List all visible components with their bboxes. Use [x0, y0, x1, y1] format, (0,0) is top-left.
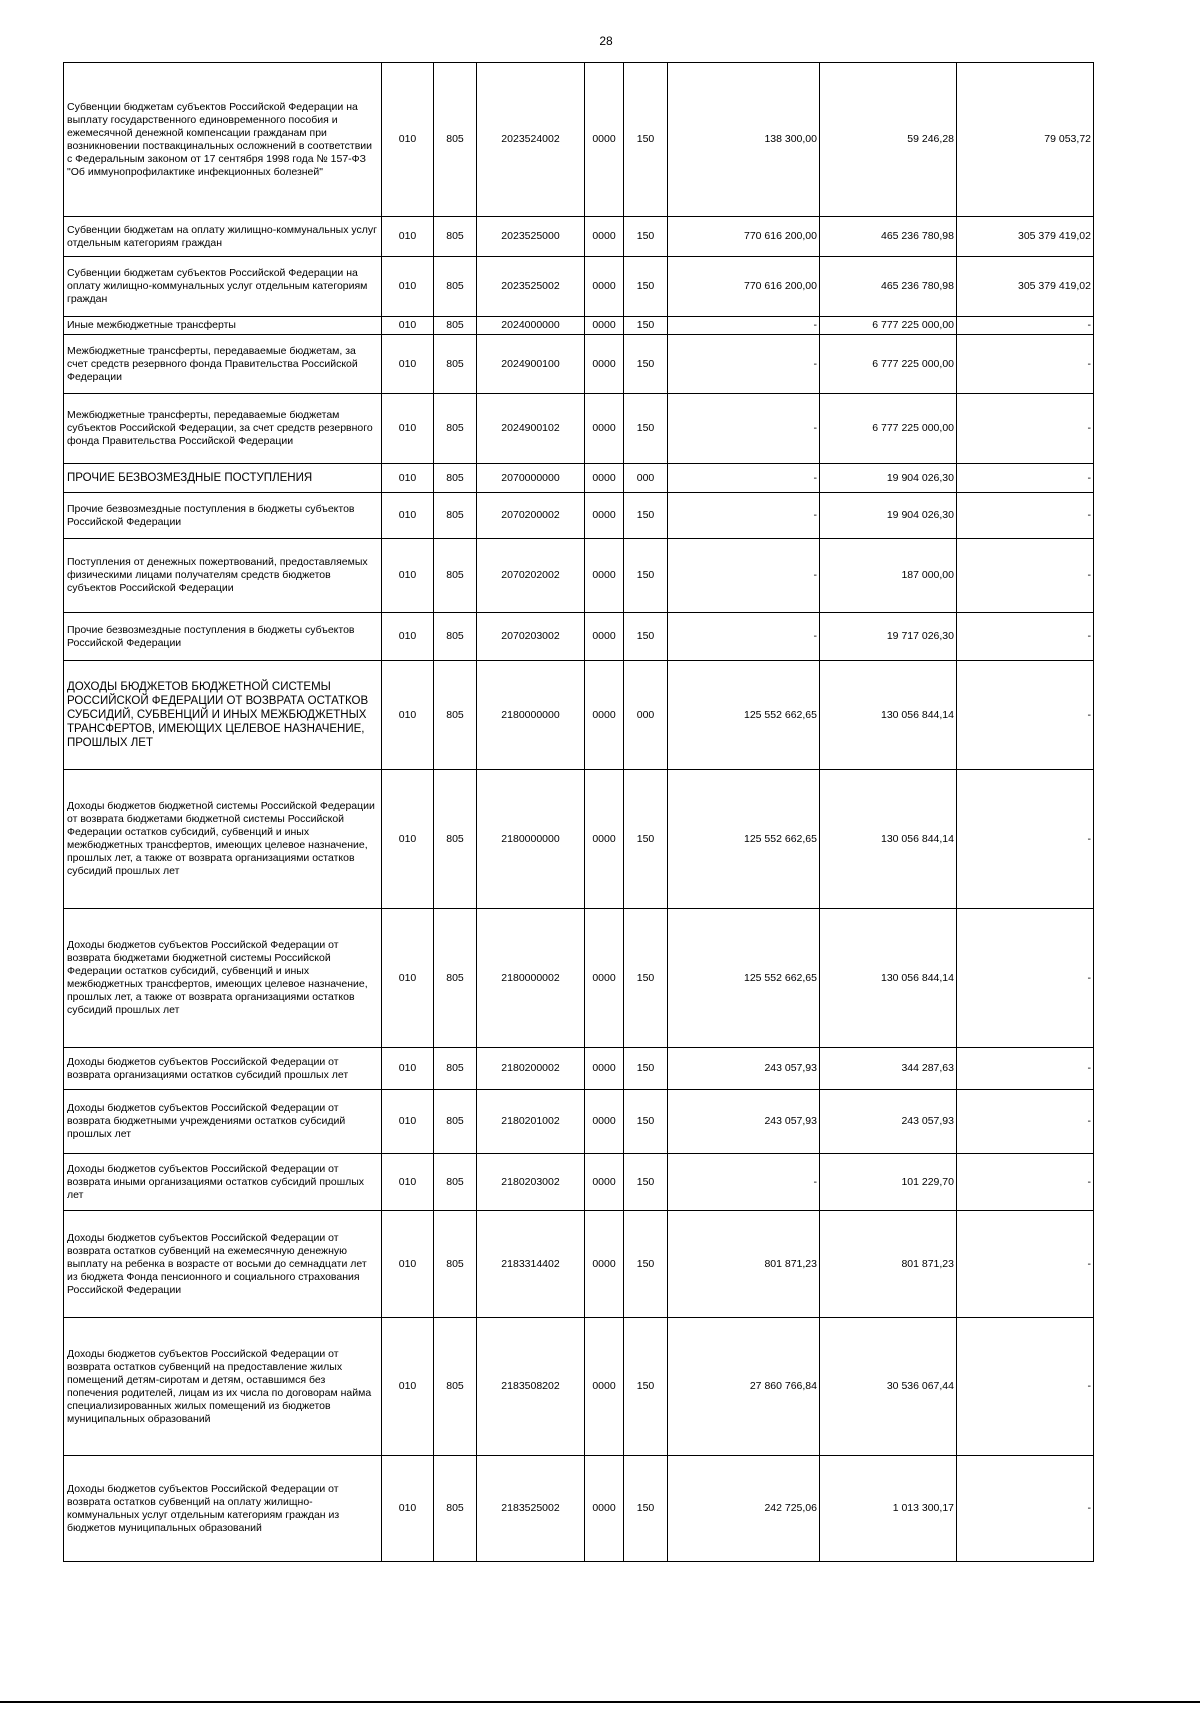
table-row: [64, 493, 1094, 539]
code-column-5: 150: [624, 1318, 668, 1456]
fact-amount: 30 536 067,44: [820, 1318, 957, 1456]
code-column-2: 805: [434, 1154, 477, 1211]
code-column-4: 0000: [585, 317, 624, 335]
code-column-4: 0000: [585, 770, 624, 909]
code-column-5: 150: [624, 493, 668, 539]
table-row: [64, 1048, 1094, 1090]
code-column-4: 0000: [585, 1154, 624, 1211]
row-name: Доходы бюджетов субъектов Российской Федерации от возврата организациями остатков субсидий прошлых лет: [64, 1048, 382, 1090]
code-column-1: 010: [382, 217, 434, 257]
row-name: Доходы бюджетов субъектов Российской Федерации от возврата остатков субвенций на оплату жилищно-коммунальных услуг отдельным категориям граждан из бюджетов муниципальных образований: [64, 1456, 382, 1562]
fact-amount: 130 056 844,14: [820, 770, 957, 909]
code-column-4: 0000: [585, 1456, 624, 1562]
code-column-5: 150: [624, 613, 668, 661]
remaining-amount: -: [957, 493, 1094, 539]
plan-amount: 801 871,23: [668, 1211, 820, 1318]
fact-amount: 465 236 780,98: [820, 217, 957, 257]
fact-amount: 465 236 780,98: [820, 257, 957, 317]
remaining-amount: -: [957, 1456, 1094, 1562]
code-column-2: 805: [434, 770, 477, 909]
plan-amount: -: [668, 539, 820, 613]
table-row: [64, 63, 1094, 217]
remaining-amount: -: [957, 613, 1094, 661]
fact-amount: 130 056 844,14: [820, 661, 957, 770]
table-row: [64, 909, 1094, 1048]
code-column-3: 2183314402: [477, 1211, 585, 1318]
code-column-2: 805: [434, 335, 477, 394]
code-column-4: 0000: [585, 661, 624, 770]
code-column-2: 805: [434, 613, 477, 661]
code-column-4: 0000: [585, 217, 624, 257]
remaining-amount: -: [957, 1048, 1094, 1090]
table-row: [64, 1090, 1094, 1154]
code-column-1: 010: [382, 394, 434, 464]
table-row: [64, 613, 1094, 661]
code-column-4: 0000: [585, 1318, 624, 1456]
remaining-amount: 79 053,72: [957, 63, 1094, 217]
code-column-1: 010: [382, 317, 434, 335]
code-column-4: 0000: [585, 909, 624, 1048]
code-column-2: 805: [434, 257, 477, 317]
remaining-amount: -: [957, 661, 1094, 770]
code-column-1: 010: [382, 539, 434, 613]
table-row: [64, 335, 1094, 394]
fact-amount: 19 904 026,30: [820, 464, 957, 493]
remaining-amount: -: [957, 464, 1094, 493]
row-name: Доходы бюджетов субъектов Российской Федерации от возврата остатков субвенций на предоставление жилых помещений детям-сиротам и детям, оставшимся без попечения родителей, лицам из их числа по договорам найма специализированных жилых помещений из бюджетов муниципальных образований: [64, 1318, 382, 1456]
code-column-4: 0000: [585, 613, 624, 661]
row-name: Межбюджетные трансферты, передаваемые бюджетам субъектов Российской Федерации, за счет средств резервного фонда Правительства Российской Федерации: [64, 394, 382, 464]
code-column-5: 150: [624, 1211, 668, 1318]
fact-amount: 6 777 225 000,00: [820, 317, 957, 335]
budget-table: [63, 62, 1094, 1562]
code-column-3: 2024000000: [477, 317, 585, 335]
remaining-amount: -: [957, 909, 1094, 1048]
plan-amount: -: [668, 317, 820, 335]
code-column-5: 150: [624, 1090, 668, 1154]
code-column-5: 150: [624, 335, 668, 394]
plan-amount: 125 552 662,65: [668, 770, 820, 909]
code-column-1: 010: [382, 1211, 434, 1318]
plan-amount: 125 552 662,65: [668, 661, 820, 770]
code-column-1: 010: [382, 661, 434, 770]
plan-amount: -: [668, 394, 820, 464]
fact-amount: 6 777 225 000,00: [820, 394, 957, 464]
code-column-2: 805: [434, 909, 477, 1048]
code-column-2: 805: [434, 394, 477, 464]
code-column-2: 805: [434, 493, 477, 539]
fact-amount: 187 000,00: [820, 539, 957, 613]
code-column-5: 000: [624, 661, 668, 770]
row-name: Субвенции бюджетам субъектов Российской Федерации на оплату жилищно-коммунальных услуг отдельным категориям граждан: [64, 257, 382, 317]
code-column-3: 2070200002: [477, 493, 585, 539]
code-column-2: 805: [434, 217, 477, 257]
fact-amount: 801 871,23: [820, 1211, 957, 1318]
code-column-1: 010: [382, 63, 434, 217]
table-row: [64, 394, 1094, 464]
code-column-3: 2180000000: [477, 770, 585, 909]
row-name: ПРОЧИЕ БЕЗВОЗМЕЗДНЫЕ ПОСТУПЛЕНИЯ: [64, 464, 382, 493]
code-column-5: 150: [624, 217, 668, 257]
table-row: [64, 217, 1094, 257]
code-column-4: 0000: [585, 335, 624, 394]
code-column-5: 150: [624, 1154, 668, 1211]
code-column-2: 805: [434, 317, 477, 335]
table-row: [64, 464, 1094, 493]
code-column-3: 2070203002: [477, 613, 585, 661]
code-column-1: 010: [382, 493, 434, 539]
table-row: [64, 1318, 1094, 1456]
plan-amount: 770 616 200,00: [668, 257, 820, 317]
code-column-5: 150: [624, 770, 668, 909]
table-row: [64, 317, 1094, 335]
remaining-amount: -: [957, 1154, 1094, 1211]
remaining-amount: 305 379 419,02: [957, 257, 1094, 317]
table-row: [64, 770, 1094, 909]
code-column-3: 2023524002: [477, 63, 585, 217]
table-row: [64, 661, 1094, 770]
remaining-amount: -: [957, 335, 1094, 394]
fact-amount: 344 287,63: [820, 1048, 957, 1090]
code-column-1: 010: [382, 257, 434, 317]
remaining-amount: -: [957, 317, 1094, 335]
code-column-4: 0000: [585, 1048, 624, 1090]
code-column-3: 2023525000: [477, 217, 585, 257]
plan-amount: 243 057,93: [668, 1048, 820, 1090]
code-column-1: 010: [382, 1456, 434, 1562]
code-column-1: 010: [382, 770, 434, 909]
plan-amount: -: [668, 1154, 820, 1211]
code-column-3: 2070000000: [477, 464, 585, 493]
remaining-amount: -: [957, 1090, 1094, 1154]
table-row: [64, 1211, 1094, 1318]
code-column-5: 150: [624, 1048, 668, 1090]
row-name: Субвенции бюджетам субъектов Российской Федерации на выплату государственного единовременного пособия и ежемесячной денежной компенсации гражданам при возникновении поствакцинальных осложнений в соответствии с Федеральным законом от 17 сентября 1998 года № 157-ФЗ "Об иммунопрофилактике инфекционных болезней": [64, 63, 382, 217]
code-column-1: 010: [382, 335, 434, 394]
code-column-4: 0000: [585, 464, 624, 493]
plan-amount: 243 057,93: [668, 1090, 820, 1154]
code-column-1: 010: [382, 464, 434, 493]
code-column-2: 805: [434, 661, 477, 770]
row-name: Прочие безвозмездные поступления в бюджеты субъектов Российской Федерации: [64, 613, 382, 661]
row-name: ДОХОДЫ БЮДЖЕТОВ БЮДЖЕТНОЙ СИСТЕМЫ РОССИЙСКОЙ ФЕДЕРАЦИИ ОТ ВОЗВРАТА ОСТАТКОВ СУБСИДИЙ, СУБВЕНЦИЙ И ИНЫХ МЕЖБЮДЖЕТНЫХ ТРАНСФЕРТОВ, ИМЕЮЩИХ ЦЕЛЕВОЕ НАЗНАЧЕНИЕ, ПРОШЛЫХ ЛЕТ: [64, 661, 382, 770]
fact-amount: 19 717 026,30: [820, 613, 957, 661]
row-name: Доходы бюджетов бюджетной системы Российской Федерации от возврата бюджетами бюджетной системы Российской Федерации остатков субсидий, субвенций и иных межбюджетных трансфертов, имеющих целевое назначение, прошлых лет, а также от возврата организациями остатков субсидий прошлых лет: [64, 770, 382, 909]
code-column-3: 2180200002: [477, 1048, 585, 1090]
code-column-3: 2180203002: [477, 1154, 585, 1211]
code-column-4: 0000: [585, 63, 624, 217]
code-column-4: 0000: [585, 257, 624, 317]
code-column-3: 2023525002: [477, 257, 585, 317]
code-column-3: 2024900102: [477, 394, 585, 464]
code-column-3: 2183525002: [477, 1456, 585, 1562]
remaining-amount: -: [957, 539, 1094, 613]
code-column-5: 150: [624, 1456, 668, 1562]
table-row: [64, 1456, 1094, 1562]
row-name: Иные межбюджетные трансферты: [64, 317, 382, 335]
code-column-2: 805: [434, 1456, 477, 1562]
code-column-2: 805: [434, 464, 477, 493]
code-column-5: 150: [624, 394, 668, 464]
fact-amount: 243 057,93: [820, 1090, 957, 1154]
table-row: [64, 1154, 1094, 1211]
remaining-amount: -: [957, 770, 1094, 909]
code-column-3: 2070202002: [477, 539, 585, 613]
fact-amount: 6 777 225 000,00: [820, 335, 957, 394]
plan-amount: 242 725,06: [668, 1456, 820, 1562]
code-column-3: 2180000002: [477, 909, 585, 1048]
plan-amount: -: [668, 335, 820, 394]
code-column-5: 150: [624, 539, 668, 613]
plan-amount: -: [668, 493, 820, 539]
code-column-1: 010: [382, 1318, 434, 1456]
remaining-amount: -: [957, 1211, 1094, 1318]
code-column-1: 010: [382, 909, 434, 1048]
remaining-amount: 305 379 419,02: [957, 217, 1094, 257]
row-name: Межбюджетные трансферты, передаваемые бюджетам, за счет средств резервного фонда Правительства Российской Федерации: [64, 335, 382, 394]
code-column-1: 010: [382, 1048, 434, 1090]
row-name: Доходы бюджетов субъектов Российской Федерации от возврата бюджетами бюджетной системы Российской Федерации остатков субсидий, субвенций и иных межбюджетных трансфертов, имеющих целевое назначение, прошлых лет, а также от возврата организациями остатков субсидий прошлых лет: [64, 909, 382, 1048]
remaining-amount: -: [957, 394, 1094, 464]
table-row: [64, 539, 1094, 613]
plan-amount: 770 616 200,00: [668, 217, 820, 257]
code-column-5: 000: [624, 464, 668, 493]
remaining-amount: -: [957, 1318, 1094, 1456]
code-column-2: 805: [434, 1090, 477, 1154]
code-column-4: 0000: [585, 394, 624, 464]
code-column-3: 2024900100: [477, 335, 585, 394]
code-column-4: 0000: [585, 1090, 624, 1154]
fact-amount: 101 229,70: [820, 1154, 957, 1211]
code-column-5: 150: [624, 63, 668, 217]
code-column-3: 2183508202: [477, 1318, 585, 1456]
code-column-2: 805: [434, 1048, 477, 1090]
fact-amount: 1 013 300,17: [820, 1456, 957, 1562]
fact-amount: 59 246,28: [820, 63, 957, 217]
code-column-2: 805: [434, 1318, 477, 1456]
row-name: Доходы бюджетов субъектов Российской Федерации от возврата бюджетными учреждениями остатков субсидий прошлых лет: [64, 1090, 382, 1154]
code-column-4: 0000: [585, 539, 624, 613]
code-column-3: 2180201002: [477, 1090, 585, 1154]
plan-amount: 138 300,00: [668, 63, 820, 217]
plan-amount: 27 860 766,84: [668, 1318, 820, 1456]
row-name: Доходы бюджетов субъектов Российской Федерации от возврата остатков субвенций на ежемесячную денежную выплату на ребенка в возрасте от восьми до семнадцати лет из бюджета Фонда пенсионного и социального страхования Российской Федерации: [64, 1211, 382, 1318]
plan-amount: 125 552 662,65: [668, 909, 820, 1048]
row-name: Прочие безвозмездные поступления в бюджеты субъектов Российской Федерации: [64, 493, 382, 539]
row-name: Доходы бюджетов субъектов Российской Федерации от возврата иными организациями остатков субсидий прошлых лет: [64, 1154, 382, 1211]
page-number: 28: [599, 34, 613, 48]
code-column-2: 805: [434, 1211, 477, 1318]
fact-amount: 130 056 844,14: [820, 909, 957, 1048]
code-column-1: 010: [382, 1090, 434, 1154]
fact-amount: 19 904 026,30: [820, 493, 957, 539]
code-column-5: 150: [624, 909, 668, 1048]
plan-amount: -: [668, 464, 820, 493]
code-column-1: 010: [382, 1154, 434, 1211]
plan-amount: -: [668, 613, 820, 661]
code-column-1: 010: [382, 613, 434, 661]
code-column-2: 805: [434, 539, 477, 613]
table-row: [64, 257, 1094, 317]
code-column-2: 805: [434, 63, 477, 217]
code-column-5: 150: [624, 317, 668, 335]
code-column-3: 2180000000: [477, 661, 585, 770]
row-name: Субвенции бюджетам на оплату жилищно-коммунальных услуг отдельным категориям граждан: [64, 217, 382, 257]
row-name: Поступления от денежных пожертвований, предоставляемых физическими лицами получателям средств бюджетов субъектов Российской Федерации: [64, 539, 382, 613]
table-body: [64, 63, 1094, 1562]
bottom-rule: [0, 1701, 1200, 1703]
code-column-4: 0000: [585, 1211, 624, 1318]
code-column-4: 0000: [585, 493, 624, 539]
code-column-5: 150: [624, 257, 668, 317]
